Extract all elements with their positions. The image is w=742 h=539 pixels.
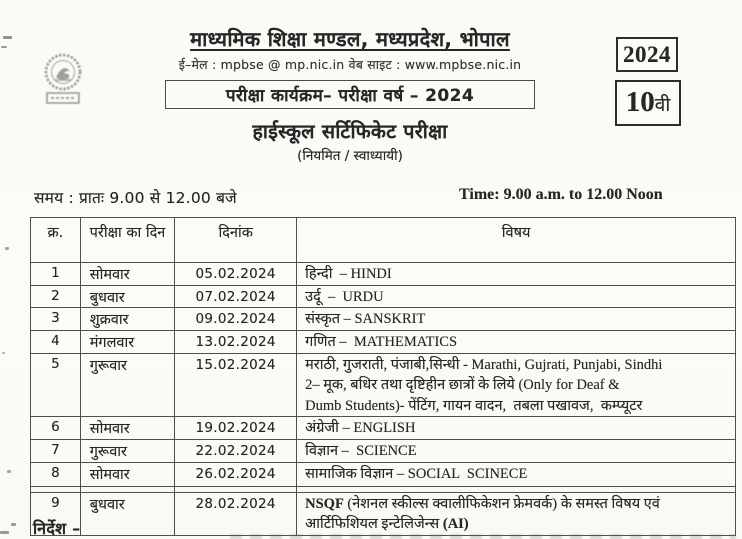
- grade-badge: [615, 80, 681, 126]
- scan-speck: [7, 470, 11, 473]
- table-row: [31, 330, 736, 353]
- cell-serial: 2: [31, 285, 81, 308]
- table-row: [31, 285, 736, 308]
- subject-text: 2– मूक, बधिर तथा दृष्टिहीन छात्रों के लिये (Only for Deaf &: [305, 377, 620, 394]
- cutoff-text-smudge: [230, 534, 736, 539]
- cell-date: 26.02.2024: [175, 462, 297, 486]
- subject-text: अंग्रेजी – ENGLISH: [305, 420, 416, 437]
- exam-subtitle: (नियमित / स्वाध्यायी): [297, 148, 403, 164]
- org-title: माध्यमिक शिक्षा मण्डल, मध्यप्रदेश, भोपाल: [190, 27, 510, 51]
- table-row: [31, 263, 736, 286]
- subject-text: संस्कृत – SANSKRIT: [305, 311, 426, 328]
- scan-speck: [5, 247, 9, 250]
- cell-subject: [297, 285, 736, 308]
- cell-subject: [297, 462, 736, 486]
- cell-subject: [297, 440, 736, 463]
- time-label-hindi: समय : प्रातः 9.00 से 12.00 बजे: [34, 189, 237, 207]
- cell-date: 05.02.2024: [175, 263, 297, 286]
- header-subject: विषय: [297, 218, 736, 263]
- cell-serial: 3: [31, 308, 81, 331]
- cell-day: गुरूवार: [80, 440, 174, 463]
- letterhead: [110, 25, 590, 164]
- exam-title: हाईस्कूल सर्टिफिकेट परीक्षा: [252, 120, 448, 143]
- cell-date: 07.02.2024: [175, 285, 297, 308]
- table-row: [31, 462, 736, 486]
- subject-text: हिन्दी – HINDI: [305, 266, 392, 282]
- cell-serial: 4: [31, 330, 81, 353]
- header-date: दिनांक: [175, 218, 297, 263]
- cell-serial: 5: [31, 353, 81, 417]
- cell-day: मंगलवार: [80, 330, 174, 353]
- cell-date: 13.02.2024: [175, 330, 297, 353]
- cell-date: 19.02.2024: [175, 417, 297, 440]
- cell-subject: [297, 353, 736, 417]
- subject-text: (AI): [442, 516, 469, 533]
- cell-day: सोमवार: [80, 462, 174, 486]
- subject-text: NSQF: [305, 495, 344, 512]
- table-row: [31, 492, 736, 535]
- cell-day: बुधवार: [80, 285, 174, 308]
- scan-speck: [3, 36, 12, 39]
- cell-subject: [297, 492, 736, 535]
- subject-text: (नेशनल स्कील्स क्वालीफिकेशन फ्रेमवर्क) के समस्त विषय एवं: [343, 495, 660, 512]
- grade-number: 10: [625, 86, 655, 118]
- cell-day: सोमवार: [80, 263, 174, 286]
- schedule-body: [31, 263, 736, 536]
- cell-serial: 7: [31, 440, 81, 463]
- instructions-label: निर्देश –: [33, 519, 81, 538]
- cell-subject: [297, 417, 736, 440]
- cell-serial: 8: [31, 462, 81, 486]
- cell-subject: [297, 263, 736, 286]
- table-row: [31, 353, 736, 417]
- subject-text: उर्दू – URDU: [305, 288, 384, 305]
- cell-date: 28.02.2024: [175, 492, 297, 535]
- table-row: [31, 417, 736, 440]
- cell-date: 15.02.2024: [175, 353, 297, 417]
- contact-line: ई–मेल : mpbse @ mp.nic.in वेब साइट : www.mpbse.nic.in: [178, 57, 522, 72]
- year-badge: 2024: [616, 37, 678, 72]
- cell-serial: 6: [31, 417, 81, 440]
- table-row: [31, 440, 736, 463]
- table-row: [31, 308, 736, 331]
- subject-text: मराठी, गुजराती, पंजाबी,सिन्धी - Marathi, Gujrati, Punjabi, Sindhi: [305, 356, 663, 373]
- cell-day: शुक्रवार: [80, 308, 174, 331]
- grade-suffix: वी: [654, 94, 671, 116]
- subject-text: गणित – MATHEMATICS: [305, 333, 458, 350]
- scan-speck: [0, 531, 9, 534]
- subject-text: आर्टिफिशियल इन्टेलिजेन्स: [305, 516, 443, 533]
- cell-serial: 9: [31, 492, 81, 535]
- subject-text: Dumb Students)- पेंटिंग, गायन वादन, तबला पखावज, कम्प्यूटर: [305, 397, 643, 414]
- header-serial: क्र.: [31, 218, 81, 263]
- header-exam-day: परीक्षा का दिन: [80, 218, 174, 263]
- program-title-box: परीक्षा कार्यक्रम– परीक्षा वर्ष – 2024: [165, 80, 535, 109]
- scan-speck: [1, 46, 7, 48]
- cell-subject: [297, 330, 736, 353]
- cell-date: 22.02.2024: [175, 440, 297, 463]
- cell-subject: [297, 308, 736, 331]
- cell-day: बुधवार: [80, 492, 174, 535]
- cell-day: सोमवार: [80, 417, 174, 440]
- scan-speck: [11, 523, 16, 526]
- exam-schedule-table: [30, 217, 736, 536]
- subject-text: विज्ञान – SCIENCE: [305, 443, 417, 460]
- scan-speck: [2, 352, 5, 354]
- cell-day: गुरूवार: [80, 353, 174, 417]
- cell-serial: 1: [31, 263, 81, 286]
- table-header-row: [31, 218, 736, 263]
- cell-date: 09.02.2024: [175, 308, 297, 331]
- subject-text: सामाजिक विज्ञान – SOCIAL SCINECE: [305, 465, 528, 482]
- board-emblem-icon: [41, 51, 85, 109]
- time-label-english: Time: 9.00 a.m. to 12.00 Noon: [459, 186, 663, 203]
